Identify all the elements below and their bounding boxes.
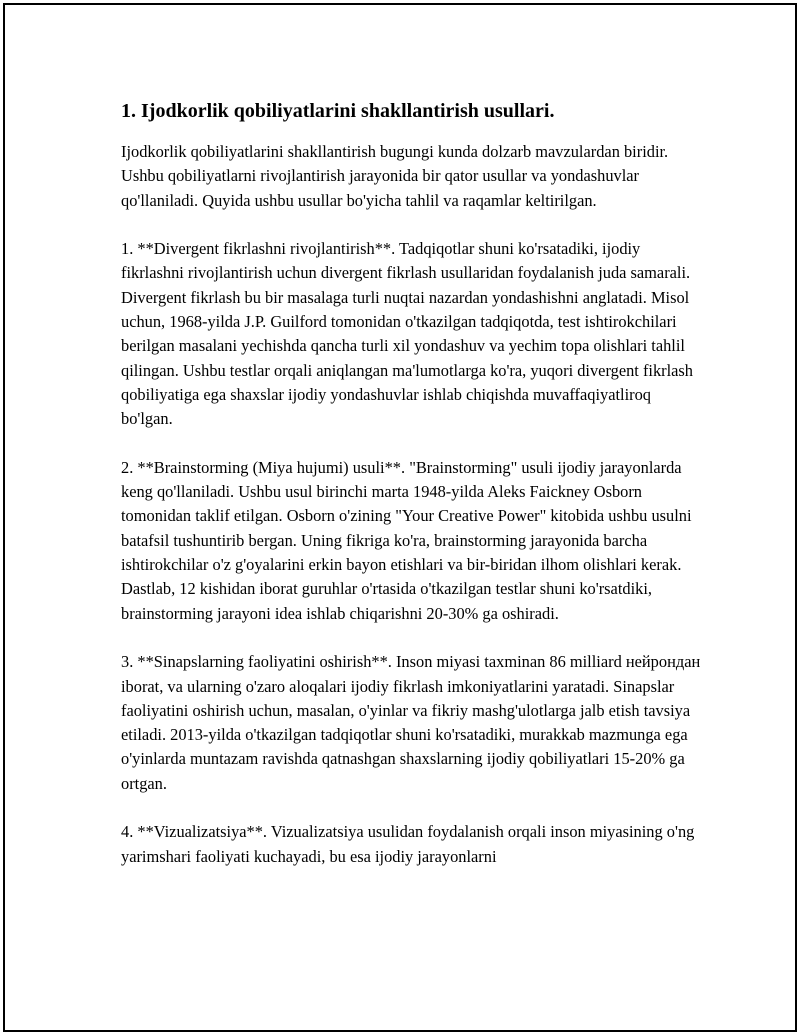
document-body (121, 98, 701, 893)
section-heading: 1. Ijodkorlik qobiliyatlarini shakllantirish usullari. (121, 100, 555, 122)
paragraph-visualization: 4. **Vizualizatsiya**. Vizualizatsiya usulidan foydalanish orqali inson miyasining o'ng yarimshari faoliyati kuchayadi, bu esa ijodiy jarayonlarni (121, 822, 695, 866)
document-page (3, 3, 797, 1032)
paragraph-brainstorming: 2. **Brainstorming (Miya hujumi) usuli**. "Brainstorming" usuli ijodiy jarayonlarda keng qo'llaniladi. Ushbu usul birinchi marta 1948-yilda Aleks Faickney Osborn tomonidan taklif etilgan. Osborn o'zining "Your Creative Power" kitobida ushbu usulni batafsil tushuntirib bergan. Uning fikriga ko'ra, brainstorming jarayonida barcha ishtirokchilar o'z g'oyalarini erkin bayon etishlari va bir-biridan ilhom olishlari kerak. Dastlab, 12 kishidan iborat guruhlar o'rtasida o'tkazilgan testlar shuni ko'rsatdiki, brainstorming jarayoni idea ishlab chiqarishni 20-30% ga oshiradi. (121, 457, 692, 623)
paragraph-divergent-thinking: 1. **Divergent fikrlashni rivojlantirish**. Tadqiqotlar shuni ko'rsatadiki, ijodiy fikrlashni rivojlantirish uchun divergent fikrlash usullaridan foydalanish juda samarali. Divergent fikrlash bu bir masalaga turli nuqtai nazardan yondashishni anglatadi. Misol uchun, 1968-yilda J.P. Guilford tomonidan o'tkazilgan tadqiqotda, test ishtirokchilari berilgan masalani yechishda qancha turli xil yondashuv va yechim topa olishlari tahlil qilingan. Ushbu testlar orqali aniqlangan ma'lumotlarga ko'ra, yuqori divergent fikrlash qobiliyatiga ega shaxslar ijodiy yondashuvlar ishlab chiqishda muvaffaqiyatliroq bo'lgan. (121, 239, 694, 429)
paragraph-synapses: 3. **Sinapslarning faoliyatini oshirish**. Inson miyasi taxminan 86 milliard нейрондан iborat, va ularning o'zaro aloqalari ijodiy fikrlash imkoniyatlarini yaratadi. Sinapslar faoliyatini oshirish uchun, masalan, o'yinlar va fikriy mashg'ulotlarga jalb etish tavsiya etiladi. 2013-yilda o'tkazilgan tadqiqotlar shuni ko'rsatadiki, murakkab mazmunga ega o'yinlarda muntazam ravishda qatnashgan shaxslarning ijodiy qobiliyatlari 15-20% ga ortgan. (121, 652, 701, 793)
intro-paragraph: Ijodkorlik qobiliyatlarini shakllantirish bugungi kunda dolzarb mavzulardan biridir. Ushbu qobiliyatlarni rivojlantirish jarayonida bir qator usullar va yondashuvlar qo'llaniladi. Quyida ushbu usullar bo'yicha tahlil va raqamlar keltirilgan. (121, 142, 669, 210)
